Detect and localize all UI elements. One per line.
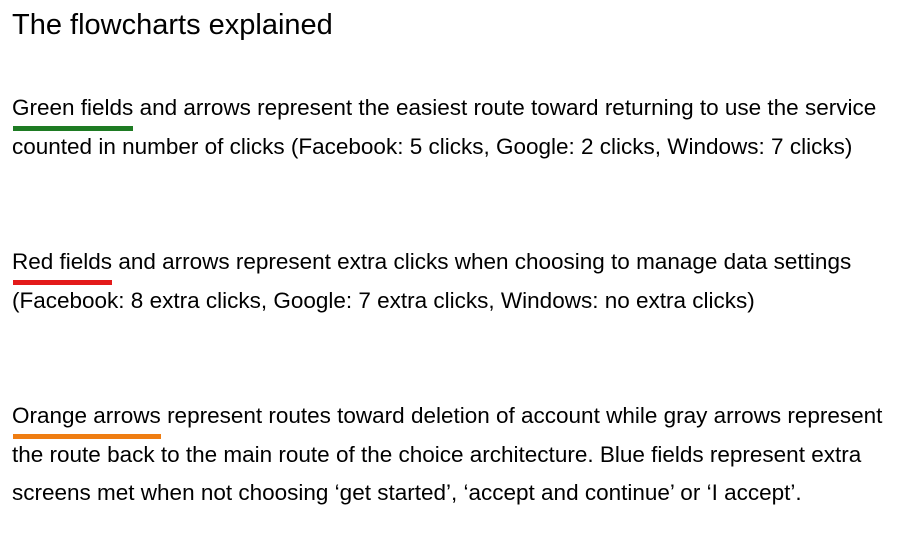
orange-arrows-term	[12, 397, 161, 436]
green-fields-label: Green fields	[12, 95, 134, 120]
orange-arrows-label: Orange arrows	[12, 403, 161, 428]
red-fields-paragraph	[12, 243, 904, 320]
red-fields-term	[12, 243, 112, 282]
green-fields-term	[12, 89, 133, 128]
green-fields-description: and arrows represent the easiest route toward returning to use the service counted in number of clicks (Facebook: 5 clicks, Google: 2 clicks, Windows: 7 clicks)	[12, 95, 877, 159]
red-fields-description: and arrows represent extra clicks when choosing to manage data settings (Facebook: 8 extra clicks, Google: 7 extra clicks, Windows: no extra clicks)	[12, 249, 852, 313]
orange-arrows-paragraph	[12, 397, 904, 513]
red-fields-label: Red fields	[12, 249, 113, 274]
red-underline	[13, 280, 112, 285]
orange-underline	[13, 434, 161, 439]
page-title: The flowcharts explained	[12, 9, 333, 41]
green-fields-paragraph	[12, 89, 904, 166]
orange-arrows-description: represent routes toward deletion of account while gray arrows represent the route back to the main route of the choice architecture. Blue fields represent extra screens met when not choosing ‘get started’, ‘accept and continue’ or ‘I accept’.	[12, 403, 883, 505]
green-underline	[13, 126, 133, 131]
